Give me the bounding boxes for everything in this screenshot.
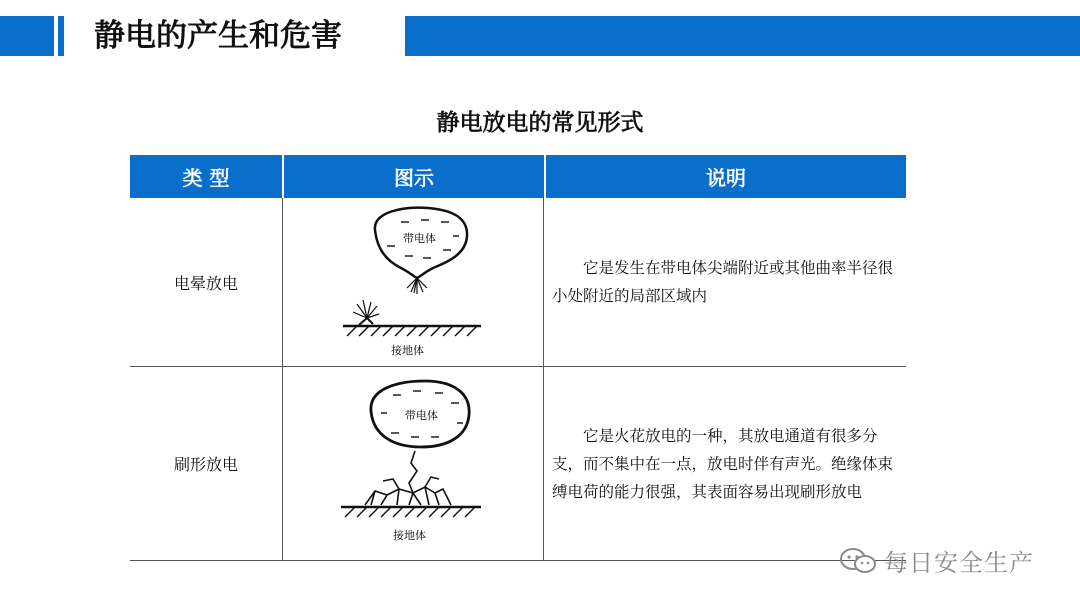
header-bar-right [405, 16, 1080, 56]
table-row [130, 198, 906, 367]
wechat-icon [838, 546, 878, 576]
discharge-description: 它是发生在带电体尖端附近或其他曲率半径很小处附近的局部区域内 [552, 259, 894, 305]
header-bar-left [0, 16, 54, 56]
header-bar-accent [58, 16, 64, 56]
discharge-type: 刷形放电 [173, 455, 238, 474]
watermark-text: 每日安全生产 [884, 549, 1034, 577]
description-cell [544, 367, 906, 560]
table-row [130, 367, 906, 561]
header-description: 说明 [544, 155, 906, 198]
ground-label: 接地体 [391, 343, 424, 357]
description-cell [544, 198, 906, 366]
watermark [838, 543, 1034, 578]
corona-discharge-illustration [313, 200, 513, 365]
discharge-type: 电晕放电 [173, 273, 238, 293]
discharge-description: 它是火花放电的一种，其放电通道有很多分支，而不集中在一点，放电时伴有声光。绝缘体束缚电荷的能力很强，其表面容易出现刷形放电 [552, 426, 894, 501]
brush-discharge-illustration [313, 371, 513, 556]
illustration-cell [282, 198, 544, 366]
page-title: 静电的产生和危害 [70, 10, 356, 62]
table-header [130, 155, 906, 198]
header-illustration: 图示 [282, 155, 544, 198]
discharge-table [130, 155, 906, 561]
charged-body-label: 带电体 [405, 409, 438, 422]
header-type: 类 型 [182, 166, 230, 190]
table-title: 静电放电的常见形式 [436, 110, 644, 136]
illustration-cell [282, 367, 544, 560]
ground-label: 接地体 [393, 529, 426, 542]
charged-body-label: 带电体 [403, 231, 436, 245]
